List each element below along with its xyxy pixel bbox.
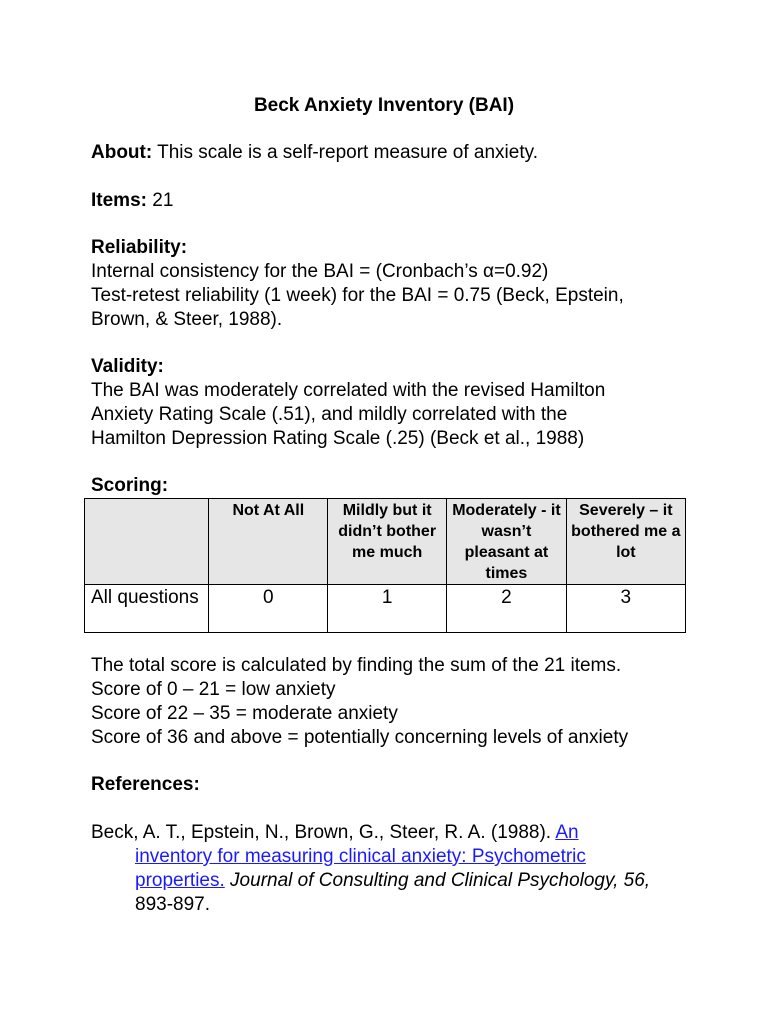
totals-line: Score of 0 – 21 = low anxiety xyxy=(91,679,336,700)
scoring-header-cell: Not At All xyxy=(209,499,328,585)
reliability-line: Brown, & Steer, 1988). xyxy=(91,309,283,330)
scoring-header-cell: Severely – it bothered me a lot xyxy=(566,499,685,585)
reliability-line: Internal consistency for the BAI = (Cronbach’s α=0.92) xyxy=(91,261,549,282)
reliability-label: Reliability: xyxy=(91,237,188,258)
totals-line: Score of 36 and above = potentially concerning levels of anxiety xyxy=(91,727,629,748)
table-cell: 0 xyxy=(209,585,328,633)
scoring-table xyxy=(84,498,686,633)
about-section xyxy=(91,141,691,165)
reference-pages: 893-897. xyxy=(135,894,211,915)
totals-line: Score of 22 – 35 = moderate anxiety xyxy=(91,703,398,724)
table-row xyxy=(85,585,686,633)
validity-line: The BAI was moderately correlated with the revised Hamilton xyxy=(91,380,606,401)
scoring-header-cell xyxy=(85,499,209,585)
table-row-label: All questions xyxy=(85,585,209,633)
about-label: About: xyxy=(91,142,153,163)
references-label: References: xyxy=(91,774,200,795)
reference-authors: Beck, A. T., Epstein, N., Brown, G., Steer, R. A. (1988). xyxy=(91,822,556,843)
items-count: 21 xyxy=(146,190,174,211)
validity-section xyxy=(91,355,691,451)
scoring-header-cell: Moderately - it wasn’t pleasant at times xyxy=(447,499,567,585)
validity-label: Validity: xyxy=(91,356,164,377)
items-section xyxy=(91,189,691,213)
reliability-section xyxy=(91,236,691,332)
table-cell: 2 xyxy=(447,585,567,633)
about-text: This scale is a self-report measure of anxiety. xyxy=(152,142,538,163)
validity-line: Hamilton Depression Rating Scale (.25) (Beck et al., 1988) xyxy=(91,428,585,449)
reference-journal: Journal of Consulting and Clinical Psychology, 56, xyxy=(224,870,651,891)
table-cell: 1 xyxy=(328,585,447,633)
reliability-line: Test-retest reliability (1 week) for the BAI = 0.75 (Beck, Epstein, xyxy=(91,285,624,306)
table-cell: 3 xyxy=(566,585,685,633)
items-label: Items: xyxy=(91,190,147,211)
reference-link[interactable]: An inventory for measuring clinical anxiety: Psychometric properties. xyxy=(135,822,586,891)
scoring-header-row xyxy=(85,499,686,585)
scoring-header-cell: Mildly but it didn’t bother me much xyxy=(328,499,447,585)
totals-line: The total score is calculated by finding the sum of the 21 items. xyxy=(91,655,622,676)
validity-line: Anxiety Rating Scale (.51), and mildly correlated with the xyxy=(91,404,568,425)
scoring-label: Scoring: xyxy=(91,475,169,496)
document-title: Beck Anxiety Inventory (BAI) xyxy=(253,95,515,116)
reference-entry xyxy=(91,821,651,917)
totals-section xyxy=(91,654,691,750)
